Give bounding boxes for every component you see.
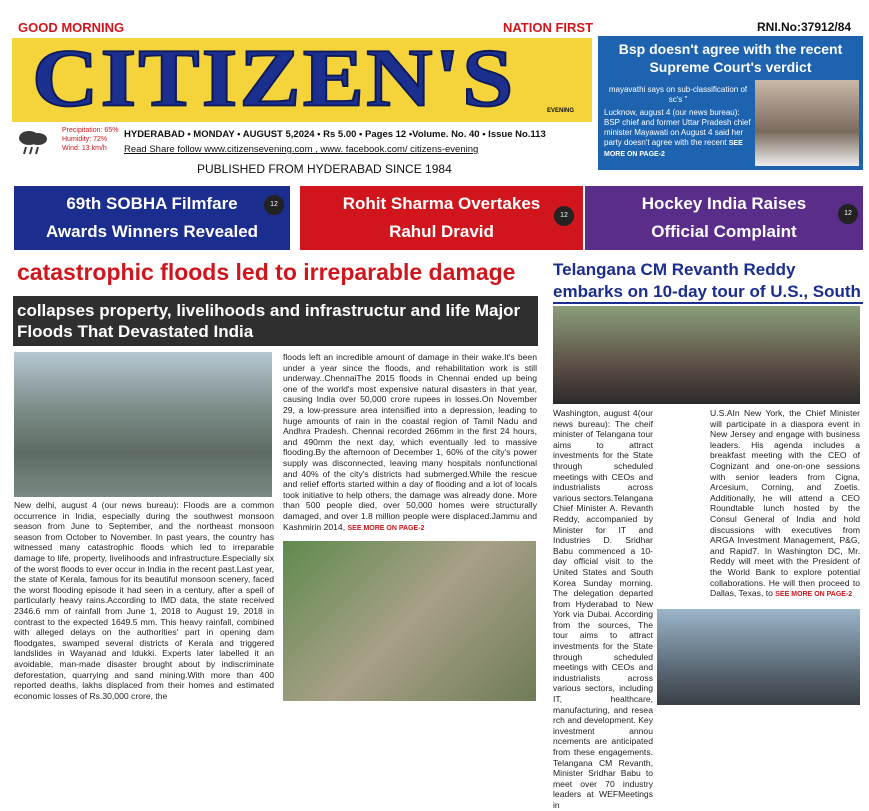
sidebar-headline[interactable]: Bsp doesn't agree with the recent Supreme Court's verdict xyxy=(618,41,843,75)
page-badge: 12 xyxy=(838,204,858,224)
weather-info xyxy=(62,126,118,153)
rni-number: RNI.No:37912/84 xyxy=(757,20,852,34)
crowd-photo xyxy=(657,609,860,705)
flood-photo xyxy=(14,352,272,497)
right-column-1: Washington, august 4(our news bureau): The cheif minister of Telangana tour aims to attract investments for the State through scheduled meetings with CEOs and industrialists across various sectors.Telangana Chief Minister A. Revanth Reddy, accompanied by Minister for IT and Industries D. Sridhar Babu commenced a 10-day official visit to the United States and South Korea Sunday morning. The delegation departed from Hyderabad to New York via Dubai. According from the sources, The tour aims to attract investments for the State through scheduled meetings with CEOs and industrialists across various sectors, including IT, healthcare, manufacturing, and resea rch and development. Key investment annou ncements are anticipated from these engagements. Telangana CM Revanth, Minister Sridhar Babu to meet over 70 industry leaders at WEFMeetings in xyxy=(553,408,653,810)
right-headline[interactable]: Telangana CM Revanth Reddy embarks on 10-day tour of U.S., South xyxy=(553,260,861,301)
logo-subtitle: EVENING xyxy=(547,108,575,114)
sidebar-more-link[interactable]: SEE MORE ON PAGE-2 xyxy=(604,140,743,158)
greeting: GOOD MORNING xyxy=(18,20,125,35)
lead-column-2-text: floods left an incredible amount of damage in their wake.It's been under a year since the floods, and rehabilitation work is still underway..ChennaiThe 2015 floods in Chennai ended up being one of the world's most expensive natural disasters in that year, causing India over 50,000 crore rupees in losses.On November 29, a low-pressure area intensified into a depression, leading to huge amounts of rain in the coastal region of Tamil Nadu and Andhra Pradesh. Chennai recorded 266mm in the first 24 hours, and 490mm the next day, which eventually led to massive flooding.By the afternoon of December 1, 60% of the city's power supply was disconnected, leaving many hospitals nonfunctional and 40% of the city's districts had submerged.While the rescue and relief efforts started within a day of flooding and a lot of locals took initiative to help others, the damage was already done. More than 500 people died, over 50,000 homes were structurally damaged, and over 1.8 million people were displaced.Jammu and Kashmirin 2014, xyxy=(283,352,537,532)
lead-subhead: collapses property, livelihoods and infrastructur and life Major Floods That Devastated India xyxy=(17,301,521,341)
banner-text: Rohit Sharma Overtakes Rahul Dravid xyxy=(342,194,541,241)
page-badge: 12 xyxy=(554,206,574,226)
banner-hockey[interactable] xyxy=(585,186,863,250)
lead-column-2 xyxy=(283,352,537,538)
right-column-2 xyxy=(710,408,860,606)
cloud-rain-icon xyxy=(14,126,52,156)
wind: Wind: 13 km/h xyxy=(62,145,107,152)
page-badge: 12 xyxy=(264,195,284,215)
lead-headline[interactable]: catastrophic floods led to irreparable damage xyxy=(17,259,516,285)
right-column-2-text: U.S.AIn New York, the Chief Minister will participate in a diaspora event in New Jersey and engage with business leaders. His agenda includes a breakfast meeting with the CEO of Cognizant and one-on-one sessions with senior leaders from Cigna, Arcesium, Corning, and Zoetis. Additionally, he will attend a CEO Roundtable lunch hosted by the Consul General of India and hold discussions with executives from ARGA Investment Management, P&G, and Rapid7. In Washington DC, Mr. Reddy will meet with the President of the World Bank to explore potential collaborations. He will then proceed to Dallas, Texas, to xyxy=(710,408,860,599)
sidebar-subtitle: mayavathi says on sub-classification of sc's " xyxy=(608,85,748,104)
banner-text: 69th SOBHA Filmfare Awards Winners Revealed xyxy=(45,194,259,241)
banner-text: Hockey India Raises Official Complaint xyxy=(641,194,807,241)
right-more-link[interactable]: SEE MORE ON PAGE-2 xyxy=(775,591,853,599)
masthead-logo: CITIZEN'S xyxy=(32,31,516,124)
banner-filmfare[interactable] xyxy=(14,186,290,250)
published-line: PUBLISHED FROM HYDERABAD SINCE 1984 xyxy=(197,162,452,176)
slogan: NATION FIRST xyxy=(503,20,594,35)
share-links[interactable]: Read Share follow www.citizensevening.com , www. facebook.com/ citizens-evening xyxy=(124,144,479,155)
lead-more-link[interactable]: SEE MORE ON PAGE-2 xyxy=(347,524,425,532)
landslide-photo xyxy=(283,541,536,701)
lead-column-1: New delhi, august 4 (our news bureau): Floods are a common occurrence in India, especially during the southwest monsoon season from June to September, and the northeast monsoon season from October to November. In past years, the country has witnessed many catastrophic floods which led to irreparable damage to life, property, livelihoods and infrastructure.Especially six of the worst floods to ever occur in India in the recent past.Last year, the state of Kerala, famous for its beautiful monsoon scenery, faced the worst flooding episode it had seen in a century, after a spell of particularly heavy rains.According to IMD data, the state received 2346.6 mm of rainfall from June 1, 2018 to August 19, 2018 in contrast to the expected 1649.5 mm. This heavy rainfall, combined with alleged delays on the authorities' part in opening dam floodgates, swamped several districts of Kerala and triggered landslides in Wayanad and Idukki. Experts later labelled it an avoidable, man-made disaster brought about by indiscriminate deforestation, quarrying and sand mining.With more than 400 reported deaths, lakhs displaced from their homes and estimated economic losses of Rs.30,000 crore, the xyxy=(14,500,274,701)
humidity: Humidity: 72% xyxy=(62,136,108,143)
revanth-photo xyxy=(553,306,860,404)
sidebar-photo xyxy=(755,80,859,166)
precipitation: Precipitation: 65% xyxy=(62,127,119,134)
sidebar-body: Lucknow, august 4 (our news bureau): BSP chief and former Uttar Pradesh chief minister Mayawati on August 4 said her party doesn't agree with the recent xyxy=(604,108,751,147)
banner-rohit[interactable] xyxy=(300,186,583,250)
sidebar-text xyxy=(604,108,752,160)
issue-meta: HYDERABAD • MONDAY • AUGUST 5,2024 • Rs 5.00 • Pages 12 •Volume. No. 40 • Issue No.113 xyxy=(124,129,546,140)
divider xyxy=(553,302,863,304)
